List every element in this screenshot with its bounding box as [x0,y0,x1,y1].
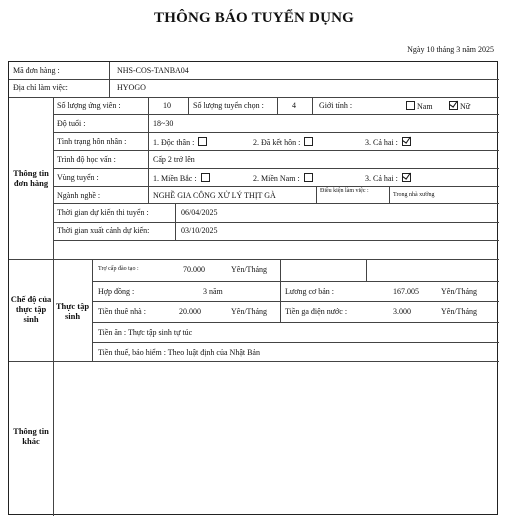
job-value: NGHỀ GIA CÔNG XỬ LÝ THỊT GÀ [153,191,276,200]
rent-unit: Yên/Tháng [231,307,267,316]
contract-label: Hợp đồng : [98,287,135,296]
meals-note: Tiền ăn : Thực tập sinh tự túc [98,328,193,337]
workplace-label: Địa chỉ làm việc: [13,83,68,92]
section-order-info: Thông tin đơn hàng [13,168,49,188]
checkbox-marital-both[interactable] [402,137,411,146]
checkbox-north[interactable] [201,173,210,182]
condition-label: Điều kiện làm việc : [320,188,369,194]
order-code-value: NHS-COS-TANBA04 [117,66,189,75]
applicants-value: 10 [163,101,171,110]
age-value: 18~30 [153,119,174,128]
page-title: THÔNG BÁO TUYỂN DỤNG [154,10,354,26]
section-benefits: Chế độ của thực tập sinh [10,294,52,324]
checkbox-male[interactable] [406,101,415,110]
marital-both[interactable] [365,137,411,148]
departure-label: Thời gian xuất cảnh dự kiến: [57,226,150,235]
trainee-label: Thực tập sinh [55,301,90,321]
marital-married[interactable] [253,137,313,148]
training-allowance-value: 70.000 [183,265,205,274]
selected-value: 4 [292,101,296,110]
region-south[interactable] [253,173,313,184]
training-allowance-label: Trợ cấp đào tạo : [98,266,139,272]
training-allowance-unit: Yên/Tháng [231,265,267,274]
other-info-area[interactable] [57,364,495,512]
rent-label: Tiền thuê nhà : [98,307,146,316]
job-label: Ngành nghề : [57,191,101,200]
condition-value: Trong nhà xưởng [393,192,435,198]
departure-date: 03/10/2025 [181,226,218,235]
gender-label: Giới tính : [319,101,353,110]
utilities-unit: Yên/Tháng [441,307,477,316]
checkbox-region-both[interactable] [402,173,411,182]
region-both-label: 3. Cả hai : [365,174,398,183]
checkbox-married[interactable] [304,137,313,146]
marital-married-label: 2. Đã kết hôn : [253,138,301,147]
workplace-value: HYOGO [117,83,146,92]
age-label: Độ tuổi : [57,119,86,128]
interview-label: Thời gian dự kiến thi tuyển : [57,208,149,217]
region-both[interactable] [365,173,411,184]
recruitment-form [8,61,498,515]
checkbox-female[interactable] [449,101,458,110]
checkbox-single[interactable] [198,137,207,146]
marital-single-label: 1. Độc thân : [153,138,195,147]
gender-male-label: Nam [417,102,433,111]
region-north[interactable] [153,173,210,184]
region-north-label: 1. Miền Bắc : [153,174,197,183]
issue-date: Ngày 10 tháng 3 năm 2025 [407,45,494,54]
salary-value: 167.005 [393,287,419,296]
interview-date: 06/04/2025 [181,208,218,217]
rent-value: 20.000 [179,307,201,316]
marital-single[interactable] [153,137,207,148]
marital-both-label: 3. Cả hai : [365,138,398,147]
utilities-label: Tiền ga điện nước : [285,307,348,316]
salary-label: Lương cơ bản : [285,287,335,296]
salary-unit: Yên/Tháng [441,287,477,296]
gender-female-option[interactable] [445,101,470,112]
order-code-label: Mã đơn hàng : [13,66,60,75]
education-label: Trình độ học vấn : [57,155,116,164]
utilities-value: 3.000 [393,307,411,316]
region-south-label: 2. Miền Nam : [253,174,300,183]
insurance-note: Tiền thuế, bảo hiểm : Theo luật định của Nhật Bản [98,348,260,357]
education-value: Cấp 2 trở lên [153,155,195,164]
region-label: Vùng tuyển : [57,173,99,182]
gender-female-label: Nữ [460,102,471,111]
gender-male-option[interactable] [402,101,433,112]
applicants-label: Số lượng ứng viên : [57,101,121,110]
section-other-info: Thông tin khác [13,426,49,446]
checkbox-south[interactable] [304,173,313,182]
contract-value: 3 năm [203,287,223,296]
marital-label: Tình trạng hôn nhân : [57,137,127,146]
selected-label: Số lượng tuyển chọn : [193,101,264,110]
